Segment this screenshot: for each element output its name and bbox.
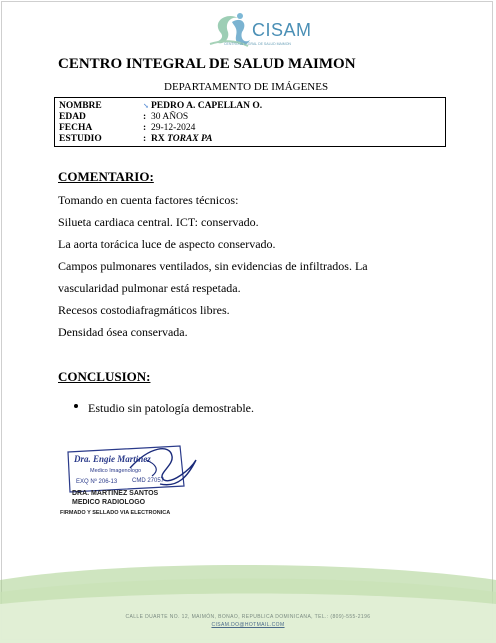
footer-email[interactable]: CISAM.DO@HOTMAIL.COM <box>211 622 285 628</box>
stamp-role: Medico Imagenologo <box>90 468 142 474</box>
bullet-icon <box>74 404 78 408</box>
colon: : <box>143 123 147 133</box>
signature-note: FIRMADO Y SELLADO VIA ELECTRONICA <box>60 510 171 516</box>
stamp-cmd: CMD 27057 <box>132 478 165 484</box>
patient-label: NOMBRE <box>59 101 102 111</box>
report-title: CENTRO INTEGRAL DE SALUD MAIMON <box>58 56 356 72</box>
comentario-line: Silueta cardiaca central. ICT: conservado. <box>58 215 259 229</box>
patient-label: EDAD <box>59 112 86 122</box>
colon: : <box>143 134 147 144</box>
stamp-name: Dra. Engie Martinez <box>74 454 151 464</box>
footer-wave <box>0 560 496 643</box>
logo-name: CISAM <box>252 20 312 40</box>
patient-value: PEDRO A. CAPELLAN O. <box>151 101 263 111</box>
logo-tagline: CENTRO INTEGRAL DE SALUD MAIMON <box>224 42 291 46</box>
patient-label: FECHA <box>59 123 93 133</box>
conclusion-item: Estudio sin patología demostrable. <box>88 401 254 415</box>
comentario-line: vascularidad pulmonar está respetada. <box>58 281 241 295</box>
colon: : <box>143 112 147 122</box>
doctor-name: DRA. MARTINEZ SANTOS <box>72 490 159 497</box>
footer-address: CALLE DUARTE NO. 12, MAIMÓN, BONAO, REPUBLICA DOMINICANA, TEL.: (809)-555-2196 <box>125 614 371 620</box>
link-glyph-icon: ↘ <box>143 102 149 110</box>
comentario-line: Densidad ósea conservada. <box>58 325 188 339</box>
patient-info-box <box>54 97 446 147</box>
doctor-role: MEDICO RADIOLOGO <box>72 499 146 506</box>
comentario-line: Campos pulmonares ventilados, sin evidencias de infiltrados. La <box>58 259 368 273</box>
patient-value: 30 AÑOS <box>151 112 189 122</box>
comentario-line: Tomando en cuenta factores técnicos: <box>58 193 239 207</box>
patient-value: 29-12-2024 <box>151 123 196 133</box>
stamp-exq: EXQ Nº 206-13 <box>76 479 118 485</box>
patient-value: RX TORAX PA <box>151 134 213 144</box>
comentario-line: Recesos costodiafragmáticos libres. <box>58 303 230 317</box>
department-name: DEPARTAMENTO DE IMÁGENES <box>164 81 329 93</box>
conclusion-heading: CONCLUSION: <box>58 369 151 384</box>
comentario-line: La aorta torácica luce de aspecto conservado. <box>58 237 276 251</box>
patient-label: ESTUDIO <box>59 134 102 144</box>
comentario-heading: COMENTARIO: <box>58 169 154 184</box>
